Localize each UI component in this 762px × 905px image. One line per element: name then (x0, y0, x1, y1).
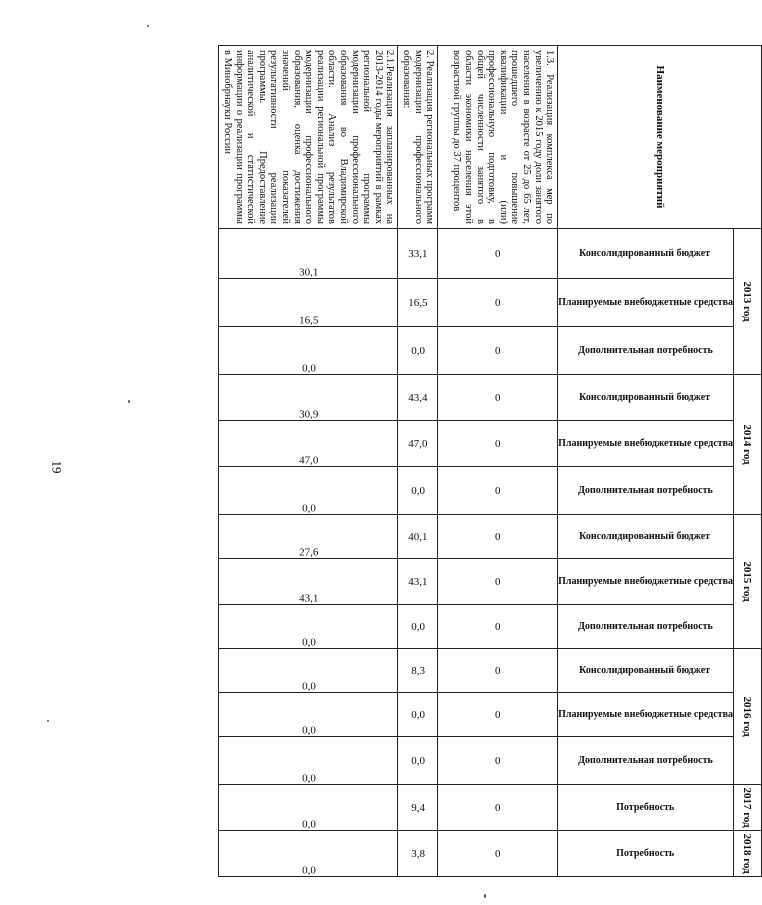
value-cell: 0,0 (398, 605, 438, 649)
value-cell: 43,4 (398, 375, 438, 421)
table-row-2-1 (219, 46, 398, 877)
value-cell: 0,0 (219, 785, 398, 831)
name-column-header: Наименование мероприятий (558, 46, 762, 229)
value-cell: 0 (438, 559, 558, 605)
value-cell: 0,0 (398, 737, 438, 785)
value-cell: 30,1 (219, 229, 398, 279)
value-cell: 40,1 (398, 515, 438, 559)
scan-speck (47, 720, 49, 722)
value-cell: 0 (438, 279, 558, 327)
subheader-2016-additional-need: Дополнительная потребность (558, 737, 734, 785)
row-description: 2.1.Реализация запланированных на 2013-2014 годы мероприятий в рамках региональной программы модернизации профессионального образования во Владимирской области. Анализ результатов реализации региональной программы модернизации профессионального образования, оценка достижения значений показателей результативности реализации программы. Предоставление аналитической и статистической информации о реализации программы в Минобрнауки России (219, 46, 398, 229)
value-cell: 0 (438, 327, 558, 375)
value-cell: 9,4 (398, 785, 438, 831)
value-cell: 0 (438, 515, 558, 559)
value-cell: 16,5 (398, 279, 438, 327)
value-cell: 43,1 (219, 559, 398, 605)
value-cell: 0 (438, 421, 558, 467)
page-number: 19 (49, 460, 65, 474)
budget-table (218, 45, 762, 877)
row-description: 1.3. Реализация комплекса мер по увеличению к 2015 году доли занятого населения в возрасте от 25 до 65 лет, прошедшего повышение квалификации и (или) профессиональную подготовку, в общей численности занятого в области экономики населения этой возрастной группы до 37 процентов (438, 46, 558, 229)
value-cell: 16,5 (219, 279, 398, 327)
subheader-2015-consolidated-budget: Консолидированный бюджет (558, 515, 734, 559)
value-cell: 0,0 (398, 467, 438, 515)
value-cell: 0,0 (219, 327, 398, 375)
subheader-2013-consolidated-budget: Консолидированный бюджет (558, 229, 734, 279)
year-header-2018: 2018 год (734, 831, 762, 877)
subheader-2016-extrabudget-funds: Планируемые внебюджетные средства (558, 693, 734, 737)
table-row-1-3 (438, 46, 558, 877)
value-cell: 43,1 (398, 559, 438, 605)
value-cell: 0 (438, 785, 558, 831)
value-cell: 0 (438, 649, 558, 693)
year-header-2017: 2017 год (734, 785, 762, 831)
header-years-row (734, 46, 762, 877)
subheader-2013-extrabudget-funds: Планируемые внебюджетные средства (558, 279, 734, 327)
subheader-2014-consolidated-budget: Консолидированный бюджет (558, 375, 734, 421)
value-cell: 0,0 (219, 831, 398, 877)
value-cell: 30,9 (219, 375, 398, 421)
value-cell: 33,1 (398, 229, 438, 279)
year-header-2013: 2013 год (734, 229, 762, 375)
table-row-2 (398, 46, 438, 877)
value-cell: 0,0 (219, 467, 398, 515)
value-cell: 0,0 (398, 693, 438, 737)
year-header-2014: 2014 год (734, 375, 762, 515)
value-cell: 0,0 (219, 693, 398, 737)
value-cell: 0 (438, 605, 558, 649)
value-cell: 3,8 (398, 831, 438, 877)
value-cell: 0 (438, 375, 558, 421)
rotated-table-block (222, 45, 762, 877)
value-cell: 0 (438, 693, 558, 737)
subheader-2017-need: Потребность (558, 785, 734, 831)
value-cell: 0,0 (219, 737, 398, 785)
value-cell: 0 (438, 467, 558, 515)
value-cell: 0 (438, 229, 558, 279)
subheader-2014-additional-need: Дополнительная потребность (558, 467, 734, 515)
value-cell: 0,0 (219, 605, 398, 649)
value-cell: 0,0 (398, 327, 438, 375)
value-cell: 0 (438, 831, 558, 877)
scan-speck (147, 25, 149, 27)
value-cell: 0 (438, 737, 558, 785)
year-header-2015: 2015 год (734, 515, 762, 649)
subheader-2016-consolidated-budget: Консолидированный бюджет (558, 649, 734, 693)
subheader-2018-need: Потребность (558, 831, 734, 877)
value-cell: 47,0 (398, 421, 438, 467)
value-cell: 47,0 (219, 421, 398, 467)
value-cell: 0,0 (219, 649, 398, 693)
scan-speck (128, 400, 130, 403)
subheader-2014-extrabudget-funds: Планируемые внебюджетные средства (558, 421, 734, 467)
subheader-2015-additional-need: Дополнительная потребность (558, 605, 734, 649)
scan-speck (484, 894, 486, 898)
subheader-2013-additional-need: Дополнительная потребность (558, 327, 734, 375)
row-description: 2. Реализация региональных программ модернизации профессионального образования: (398, 46, 438, 229)
subheader-2015-extrabudget-funds: Планируемые внебюджетные средства (558, 559, 734, 605)
year-header-2016: 2016 год (734, 649, 762, 785)
value-cell: 27,6 (219, 515, 398, 559)
value-cell: 8,3 (398, 649, 438, 693)
